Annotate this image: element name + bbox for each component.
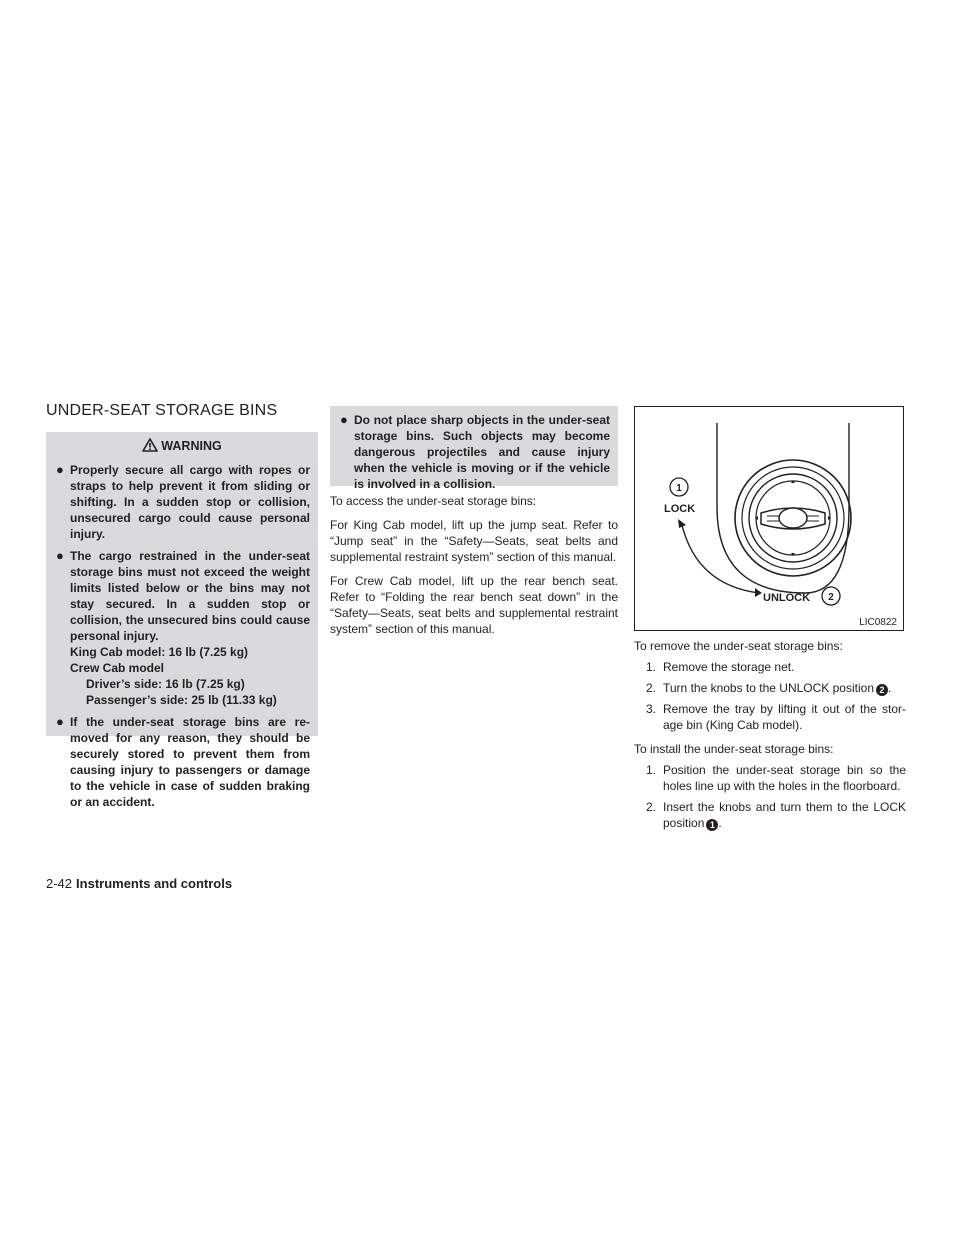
unlock-number: 2 xyxy=(828,592,834,603)
lock-label: LOCK xyxy=(664,503,696,515)
lock-position-icon: 1 xyxy=(706,819,718,831)
lock-knob-figure xyxy=(634,406,904,631)
remove-step: 1. Remove the storage net. xyxy=(646,660,795,674)
warning-bullet-text: If the under-seat storage bins are re-moved for any reason, they should be securely stored to prevent them from causing injury to passengers or damage to the vehicle in case of sudden braking or an accident. xyxy=(70,715,310,809)
warning-bullet-text: Do not place sharp objects in the under-seat storage bins. Such objects may become dangerous projectiles and cause injury when the vehicle is moving or if the vehicle is involved in a collision. xyxy=(354,413,610,491)
remove-intro: To remove the under-seat storage bins: xyxy=(634,639,843,653)
unlock-label: UNLOCK xyxy=(763,592,811,604)
warning-list-continued xyxy=(338,412,610,492)
install-intro: To install the under-seat storage bins: xyxy=(634,742,834,756)
drivers-side-weight: Driver’s side: 16 lb (7.25 kg) xyxy=(86,677,245,691)
remove-steps xyxy=(634,659,906,733)
arrow-head-unlock xyxy=(755,588,762,597)
warning-bullet xyxy=(338,412,610,492)
warning-heading-text: WARNING xyxy=(161,439,222,453)
page-footer xyxy=(46,876,232,891)
warning-bullet xyxy=(54,714,310,810)
bullet-icon: ● xyxy=(56,462,64,477)
install-step: 2. Insert the knobs and turn them to the LOCK position 1 . xyxy=(646,800,906,830)
bullet-icon: ● xyxy=(340,412,348,427)
warning-list xyxy=(54,462,310,810)
warning-triangle-icon xyxy=(142,438,158,452)
figure-code: LIC0822 xyxy=(859,617,897,628)
warning-bullet-text: Properly secure all cargo with ropes or straps to help prevent it from sliding or shifting. In a sudden stop or collision, unsecured cargo could cause personal injury. xyxy=(70,463,310,541)
remove-step: 2. Turn the knobs to the UNLOCK position 2 . xyxy=(646,681,892,695)
weight-limits xyxy=(70,644,310,708)
warning-heading xyxy=(54,438,310,454)
remove-step: 3. Remove the tray by lifting it out of the stor-age bin (King Cab model). xyxy=(646,702,906,732)
passengers-side-weight: Passenger’s side: 25 lb (11.33 kg) xyxy=(86,693,277,707)
knob-illustration xyxy=(735,460,851,576)
bullet-icon: ● xyxy=(56,548,64,563)
warning-bullet xyxy=(54,462,310,542)
section-title: UNDER-SEAT STORAGE BINS xyxy=(46,402,278,419)
king-cab-paragraph: For King Cab model, lift up the jump seat. Refer to “Jump seat” in the “Safety—Seats, seat belts and supplemental restraint system” section of this manual. xyxy=(330,518,618,564)
arrow-head-lock xyxy=(678,519,686,528)
install-steps xyxy=(634,762,906,831)
warning-bullet xyxy=(54,548,310,708)
crew-cab-label: Crew Cab model xyxy=(70,661,165,675)
warning-box-continued xyxy=(330,406,618,491)
page-number: 2-42 xyxy=(46,876,73,891)
install-step: 1. Position the under-seat storage bin so the holes line up with the holes in the floorboard. xyxy=(646,763,906,793)
lock-number: 1 xyxy=(676,483,682,494)
access-instructions xyxy=(330,493,618,645)
bullet-icon: ● xyxy=(56,714,64,729)
warning-box xyxy=(46,432,318,809)
chapter-title: Instruments and controls xyxy=(76,876,233,891)
king-cab-weight: King Cab model: 16 lb (7.25 kg) xyxy=(70,645,249,659)
warning-bullet-text: The cargo restrained in the under-seat storage bins must not exceed the weight limits listed below or the bins may not stay secured. In a sudden stop or collision, the unsecured bins could cause personal injury. xyxy=(70,549,310,643)
access-intro: To access the under-seat storage bins: xyxy=(330,494,537,508)
remove-install-instructions xyxy=(634,638,906,839)
unlock-position-icon: 2 xyxy=(876,684,888,696)
crew-cab-paragraph: For Crew Cab model, lift up the rear bench seat. Refer to “Folding the rear bench seat down” in the “Safety—Seats, seat belts and supplemental restraint system” section of this manual. xyxy=(330,574,618,636)
